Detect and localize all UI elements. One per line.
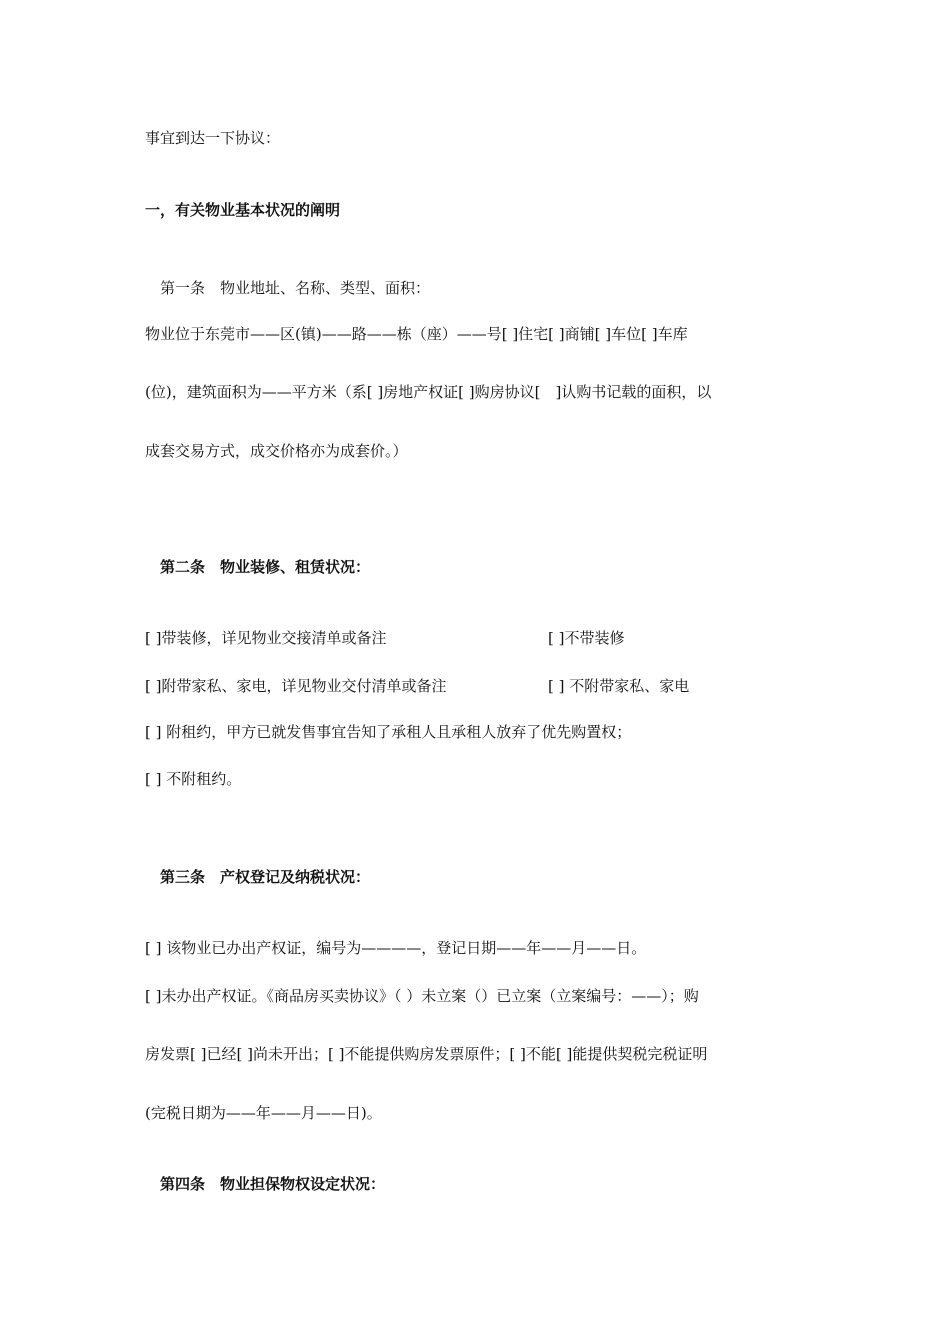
- article-2-option-5: [ ] 附租约，甲方已就发售事宜告知了承租人且承租人放弃了优先购置权；: [145, 723, 632, 741]
- article-3-line-1: [ ] 该物业已办出产权证，编号为————，登记日期——年——月——日。: [145, 939, 647, 957]
- article-2-option-2: [ ]不带装修: [548, 629, 625, 647]
- article-1-title: 第一条 物业地址、名称、类型、面积：: [160, 279, 431, 297]
- article-2-option-1: [ ]带装修，详见物业交接清单或备注: [145, 629, 387, 647]
- article-3-title: 第三条 产权登记及纳税状况：: [160, 868, 371, 886]
- article-1-line-3: 成套交易方式，成交价格亦为成套价。）: [145, 442, 408, 460]
- article-2-title: 第二条 物业装修、租赁状况：: [160, 558, 371, 576]
- article-1-line-2: (位)，建筑面积为——平方米（系[ ]房地产权证[ ]购房协议[ ]认购书记载的面积，以: [145, 383, 712, 401]
- intro-text: 事宜到达一下协议：: [145, 129, 281, 147]
- article-1-line-1: 物业位于东莞市——区(镇)——路——栋（座）——号[ ]住宅[ ]商铺[ ]车位[ ]车库: [145, 325, 688, 343]
- article-4-title: 第四条 物业担保物权设定状况：: [160, 1175, 386, 1193]
- article-2-option-4: [ ] 不附带家私、家电: [548, 677, 690, 695]
- article-2-option-6: [ ] 不附租约。: [145, 770, 242, 788]
- article-3-line-4: (完税日期为——年——月——日)。: [145, 1104, 382, 1122]
- article-3-line-3: 房发票[ ]已经[ ]尚未开出；[ ]不能提供购房发票原件；[ ]不能[ ]能提供契税完税证明: [145, 1045, 708, 1063]
- article-2-option-3: [ ]附带家私、家电，详见物业交付清单或备注: [145, 677, 447, 695]
- article-3-line-2: [ ]未办出产权证。《商品房买卖协议》（ ）未立案（）已立案（立案编号：——）；购: [145, 987, 699, 1005]
- section-heading: 一，有关物业基本状况的阐明: [145, 201, 341, 219]
